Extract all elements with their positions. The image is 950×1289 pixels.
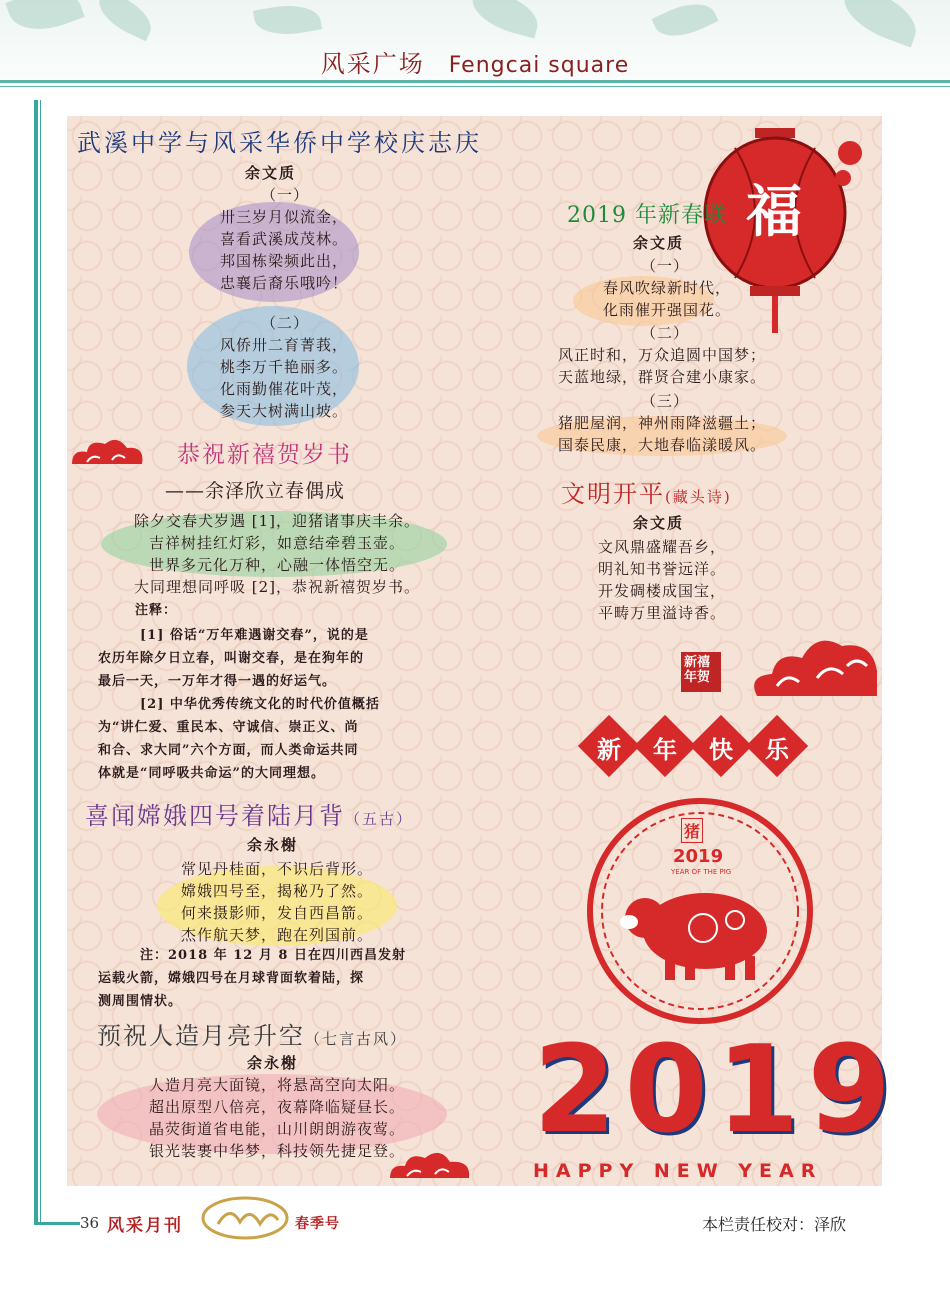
note-line: 农历年除夕日立春，叫谢交春，是在狗年的 (98, 651, 365, 666)
poem-line: 超出原型八倍亮，夜幕降临疑昼长。 (148, 1098, 405, 1116)
greeting-char: 年 (653, 736, 677, 764)
pig-badge-year: 2019 (673, 846, 724, 867)
couplet-part1-lines (567, 277, 767, 321)
pig-badge-char: 猪 (681, 818, 703, 843)
new-year-seal: 新禧年贺 (681, 652, 721, 692)
poem4-title (97, 1016, 407, 1051)
couplet-title: 2019 年新春联 (567, 203, 727, 228)
frame-border (40, 100, 41, 1225)
note-line: [1] 俗话“万年难遇谢交春”，说的是 (140, 628, 369, 643)
acrostic-title (561, 474, 732, 509)
acrostic-author: 余文质 (633, 514, 685, 532)
couplet-part2-label: （二） (640, 324, 689, 342)
poem-line: 文风鼎盛耀吾乡， (597, 538, 726, 556)
poem1-part2-label: （二） (260, 314, 309, 332)
frame-border (34, 100, 38, 1225)
poem-line: 开发碉楼成国宝， (597, 582, 726, 600)
poem1-part2-lines (199, 334, 369, 422)
poem1-author: 余文质 (245, 164, 297, 182)
note-line: 最后一天，一万年才得一遇的好运气。 (98, 674, 337, 689)
poem-line: 明礼知书誉远洋。 (597, 560, 726, 578)
poem-line: 大同理想同呼吸 [2]，恭祝新禧贺岁书。 (133, 578, 421, 596)
note-line: 体就是“同呼吸共命运”的大同理想。 (98, 766, 325, 781)
header-divider (0, 80, 950, 83)
poem1-title: 武溪中学与风采华侨中学校庆志庆 (77, 129, 482, 157)
greeting-char: 乐 (765, 736, 789, 764)
magazine-name: 风采月刊 (107, 1216, 183, 1236)
happy-new-year-caption: HAPPY NEW YEAR (533, 1160, 823, 1182)
poem-line: 风正时和，万众追圆中国梦； (557, 346, 766, 364)
acrostic-form: (藏头诗) (665, 488, 732, 506)
leaf-decoration (5, 0, 84, 41)
section-title (0, 44, 950, 79)
poem-line: 人造月亮大面镜，将悬高空向太阳。 (148, 1076, 405, 1094)
poem3-note (98, 944, 406, 1013)
poem-line: 风侨卅二育菁莪， (219, 336, 348, 354)
poem3-title-text: 喜闻嫦娥四号着陆月背 (85, 802, 345, 830)
couplet-part3-lines (537, 412, 787, 456)
issue-label: 春季号 (295, 1216, 340, 1232)
leaf-decoration (253, 0, 322, 40)
poem-line: 吉祥树挂红灯彩，如意结牵碧玉壶。 (148, 534, 405, 552)
poem4-author: 余永榭 (247, 1054, 299, 1072)
acrostic-title-text: 文明开平 (561, 480, 665, 508)
note-line: 运载火箭，嫦娥四号在月球背面软着陆，探 (98, 971, 365, 986)
poem-line: 桃李万千艳丽多。 (219, 358, 348, 376)
couplet-part3-label: （三） (640, 392, 689, 410)
page-number: 36 (80, 1214, 100, 1232)
poem3-title (85, 796, 413, 831)
footer-2019-logo (200, 1196, 290, 1240)
poem-line: 猪肥屋润，神州雨降滋疆土； (557, 414, 766, 432)
poem4-form: （七言古风） (305, 1030, 408, 1048)
proofreader-credit: 本栏责任校对：泽欣 (702, 1215, 847, 1234)
lantern-fu-character: 福 (746, 179, 802, 245)
note-line: [2] 中华优秀传统文化的时代价值概括 (140, 697, 380, 712)
couplet-part2-lines (537, 344, 787, 388)
poem3-author: 余永榭 (247, 836, 299, 854)
poem-line: 除夕交春犬岁遇 [1]，迎猪诸事庆丰余。 (133, 512, 421, 530)
poem-line: 银光装裹中华梦，科技领先捷足登。 (148, 1142, 405, 1160)
note-line: 和合、求大同”六个方面，而人类命运共同 (98, 743, 359, 758)
poem-line: 平畴万里溢诗香。 (597, 604, 726, 622)
note-line: 注：2018 年 12 月 8 日在四川西昌发射 (140, 948, 406, 963)
note-line: 为“讲仁爱、重民本、守诚信、崇正义、尚 (98, 720, 359, 735)
poem-line: 邦国栋梁频此出， (219, 252, 348, 270)
leaf-decoration (836, 0, 925, 47)
poem-line: 喜看武溪成茂林。 (219, 230, 348, 248)
poem-line: 何来摄影师，发自西昌箭。 (180, 904, 373, 922)
header-divider (0, 86, 950, 87)
greeting-char: 新 (597, 736, 621, 764)
poem2-title: 恭祝新禧贺岁书 (177, 442, 352, 468)
poem-line: 春风吹绿新时代， (602, 279, 731, 297)
cloud-decoration (67, 434, 147, 474)
notes-label: 注释： (135, 603, 178, 618)
note-line: 测周围情状。 (98, 994, 183, 1009)
poem-line: 天蓝地绿，群贤合建小康家。 (557, 368, 766, 386)
poem-line: 杰作航天梦，跑在列国前。 (180, 926, 373, 944)
poem-line: 化雨勤催花叶茂， (219, 380, 348, 398)
poem-line: 忠襄后裔乐哦吟！ (219, 274, 348, 292)
poem-line: 世界多元化万种，心融一体悟空无。 (148, 556, 405, 574)
poem-line: 卅三岁月似流金， (219, 208, 348, 226)
notes-body (98, 624, 380, 785)
poem-line: 参天大树满山坡。 (219, 402, 348, 420)
content-panel (67, 116, 899, 1186)
poem1-part1-label: （一） (260, 186, 309, 204)
big-year: 2019 (533, 1021, 899, 1160)
poem-line: 常见丹桂面，不识后背形。 (180, 860, 373, 878)
pig-badge-sub: YEAR OF THE PIG (671, 868, 732, 876)
poem-line: 嫦娥四号至，揭秘乃了然。 (180, 882, 373, 900)
poem4-title-text: 预祝人造月亮升空 (97, 1022, 305, 1050)
greeting-char: 快 (709, 736, 733, 764)
cloud-decoration (747, 626, 882, 706)
frame-border (34, 1222, 80, 1225)
leaf-decoration (651, 0, 718, 46)
poem1-part1-lines (199, 206, 369, 294)
poem2-subtitle: ——余泽欣立春偶成 (165, 480, 346, 502)
acrostic-lines (577, 536, 747, 624)
section-title-en: Fengcai square (448, 53, 630, 78)
poem-line: 国泰民康，大地春临漾暖风。 (557, 436, 766, 454)
couplet-part1-label: （一） (640, 257, 689, 275)
poem-line: 晶荧街道省电能，山川朗朗游夜莺。 (148, 1120, 405, 1138)
poem3-lines (167, 858, 387, 946)
poem2-lines (97, 510, 457, 598)
section-title-cn: 风采广场 (320, 50, 425, 78)
poem-line: 化雨催开强国花。 (602, 301, 731, 319)
poem4-lines (107, 1074, 447, 1162)
poem3-form: （五古） (345, 810, 414, 828)
leaf-decoration (467, 0, 544, 38)
leaf-decoration (91, 0, 158, 41)
couplet-author: 余文质 (633, 234, 685, 252)
